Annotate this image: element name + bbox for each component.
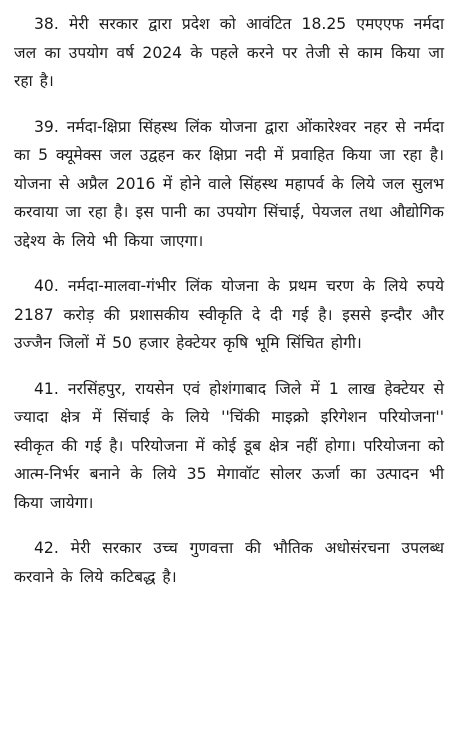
- paragraph-42: 42. मेरी सरकार उच्च गुणवत्ता की भौतिक अधोसंरचना उपलब्ध करवाने के लिये कटिबद्ध है।: [14, 539, 444, 586]
- paragraph-40: 40. नर्मदा-मालवा-गंभीर लिंक योजना के प्रथम चरण के लिये रुपये 2187 करोड़ की प्रशासकीय स्वीकृति दे दी गई है। इससे इन्दौर और उज्जैन जिलों में 50 हजार हेक्टेयर कृषि भूमि सिंचित होगी।: [14, 277, 444, 352]
- paragraph-39: 39. नर्मदा-क्षिप्रा सिंहस्थ लिंक योजना द्वारा ओंकारेश्वर नहर से नर्मदा का 5 क्यूमेक्स जल उद्वहन कर क्षिप्रा नदी में प्रवाहित किया जा रहा है। योजना से अप्रैल 2016 में होने वाले सिंहस्थ महापर्व के लिये जल सुलभ करवाया जा रहा है। इस पानी का उपयोग सिंचाई, पेयजल तथा औद्योगिक उद्देश्य के लिये भी किया जाएगा।: [14, 117, 444, 250]
- paragraph-41: 41. नरसिंहपुर, रायसेन एवं होशंगाबाद जिले में 1 लाख हेक्टेयर से ज्यादा क्षेत्र में सिंचाई के लिये ''चिंकी माइक्रो इरिगेशन परियोजना'' स्वीकृत की गई है। परियोजना में कोई डूब क्षेत्र नहीं होगा। परियोजना को आत्म-निर्भर बनाने के लिये 35 मेगावॉट सोलर ऊर्जा का उत्पादन भी किया जायेगा।: [14, 379, 444, 512]
- paragraph-38: 38. मेरी सरकार द्वारा प्रदेश को आवंटित 18.25 एमएएफ नर्मदा जल का उपयोग वर्ष 2024 के पहले करने पर तेजी से काम किया जा रहा है।: [14, 15, 444, 90]
- document-page: [14, 10, 444, 591]
